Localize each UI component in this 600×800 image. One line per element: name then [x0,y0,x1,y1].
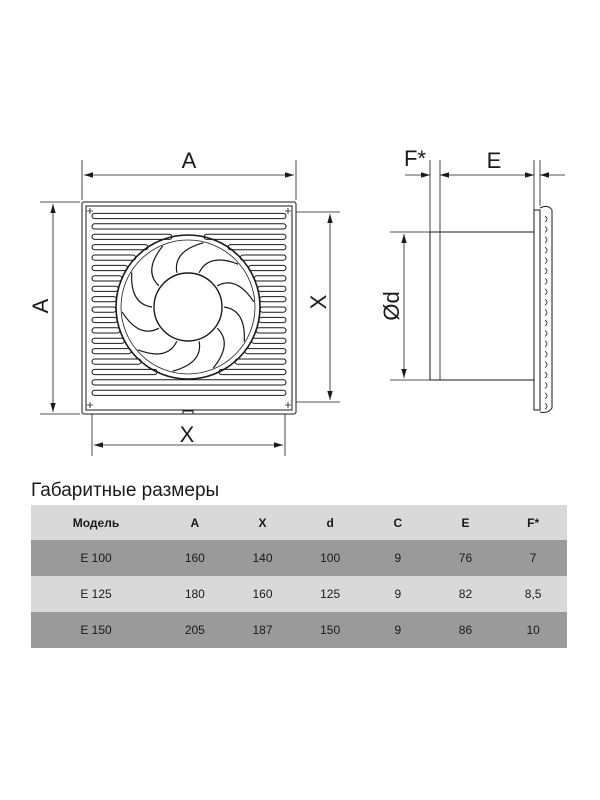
cell-E: 86 [432,612,500,648]
table-row [31,540,567,576]
cell-model: E 125 [31,576,161,612]
cell-d: 125 [296,576,364,612]
grille-rib [545,320,547,326]
cell-F: 7 [499,540,567,576]
fan-blade [152,246,163,286]
dimensions-table [31,505,567,648]
grille-rib [545,278,547,284]
louver-slat [92,349,131,354]
louver-slat [258,286,286,291]
flange-plate [534,210,540,410]
dim-label-depth-E: E [486,148,502,173]
cell-X: 140 [229,540,297,576]
fan-blade [213,328,224,368]
louver-slat [204,234,286,239]
louver-slat [92,328,120,333]
fan-blade [176,243,203,273]
header-d: d [296,505,364,540]
louver-slat [92,276,122,281]
side-view [430,206,552,412]
louver-slat [228,245,286,250]
louver-slat [260,297,286,302]
louver-slat [219,369,286,374]
table-row [31,612,567,648]
dim-label-diameter-d: Ød [379,291,404,321]
grille-rib [545,258,547,264]
cell-d: 100 [296,540,364,576]
louver-slat [256,328,286,333]
cell-F: 8,5 [499,576,567,612]
front-dimensions [40,160,340,456]
fan-blade [217,283,254,302]
louver-slat [92,213,286,218]
grille-rib [545,289,547,295]
louver-slat [92,255,136,260]
louver-slat [240,255,286,260]
fan-blade [224,307,244,341]
dim-label-left-A: A [28,298,53,314]
side-dimensions [390,160,565,380]
dim-label-top-A: A [181,148,197,173]
grille-ribs [545,216,547,409]
grille-rib [545,310,547,316]
fan-inner-ring [121,240,255,374]
louver-slat [245,349,286,354]
louver-slat [249,265,286,270]
grille-rib [545,330,547,336]
grille-rib [545,237,547,243]
header-C: C [364,505,432,540]
grille-rib [545,382,547,388]
grille-rib [545,299,547,305]
louver-slat [92,265,127,270]
header-model: Модель [31,505,161,540]
dim-label-flange-F: F* [404,146,426,171]
cell-F: 10 [499,612,567,648]
louver-slat [92,307,116,312]
louver-slat [92,359,141,364]
table-header-row [31,505,567,540]
table-title: Габаритные размеры [31,480,220,501]
louver-slat [92,317,117,322]
grille-rib [545,216,547,222]
header-E: E [432,505,500,540]
louver-slat [92,390,286,395]
louver-slat [252,338,286,343]
grille-rib [545,351,547,357]
cell-X: 187 [229,612,297,648]
fan-blade [138,341,177,354]
cell-model: E 150 [31,612,161,648]
dim-label-bottom-X: X [179,422,195,447]
fan-blade [173,341,200,371]
header-A: A [161,505,229,540]
dim-label-right-X: X [306,294,331,310]
fan-blade [132,273,152,307]
fan-blade [199,260,238,273]
louver-slat [92,297,116,302]
cell-E: 82 [432,576,500,612]
louver-slat [92,369,157,374]
grille-rib [545,226,547,232]
cell-A: 160 [161,540,229,576]
louver-slat [92,338,124,343]
cell-C: 9 [364,540,432,576]
duct-sleeve [430,232,534,380]
grille-rib [545,247,547,253]
louver-slat [254,276,286,281]
louver-slat [92,245,148,250]
fan-hub [154,273,222,341]
cell-E: 76 [432,540,500,576]
grille-rib [545,372,547,378]
grille-rib [545,341,547,347]
grille-rib [545,403,547,409]
front-view [82,202,296,414]
louver-slat [260,307,286,312]
louver-slat [259,317,286,322]
louver-slat [92,380,286,385]
cell-model: E 100 [31,540,161,576]
cell-d: 150 [296,612,364,648]
louver-slat [92,234,172,239]
fan-blade [122,312,159,331]
cell-X: 160 [229,576,297,612]
grille-rib [545,362,547,368]
fan-blades [122,243,254,371]
grille-rib [545,268,547,274]
cell-A: 180 [161,576,229,612]
fan-outer-ring [116,235,260,379]
header-X: X [229,505,297,540]
grille-rib [545,393,547,399]
cell-C: 9 [364,612,432,648]
louver-slat [235,359,286,364]
louver-slat [92,224,286,229]
header-F: F* [499,505,567,540]
cell-A: 205 [161,612,229,648]
cell-C: 9 [364,576,432,612]
table-row [31,576,567,612]
louver-slat [92,286,118,291]
